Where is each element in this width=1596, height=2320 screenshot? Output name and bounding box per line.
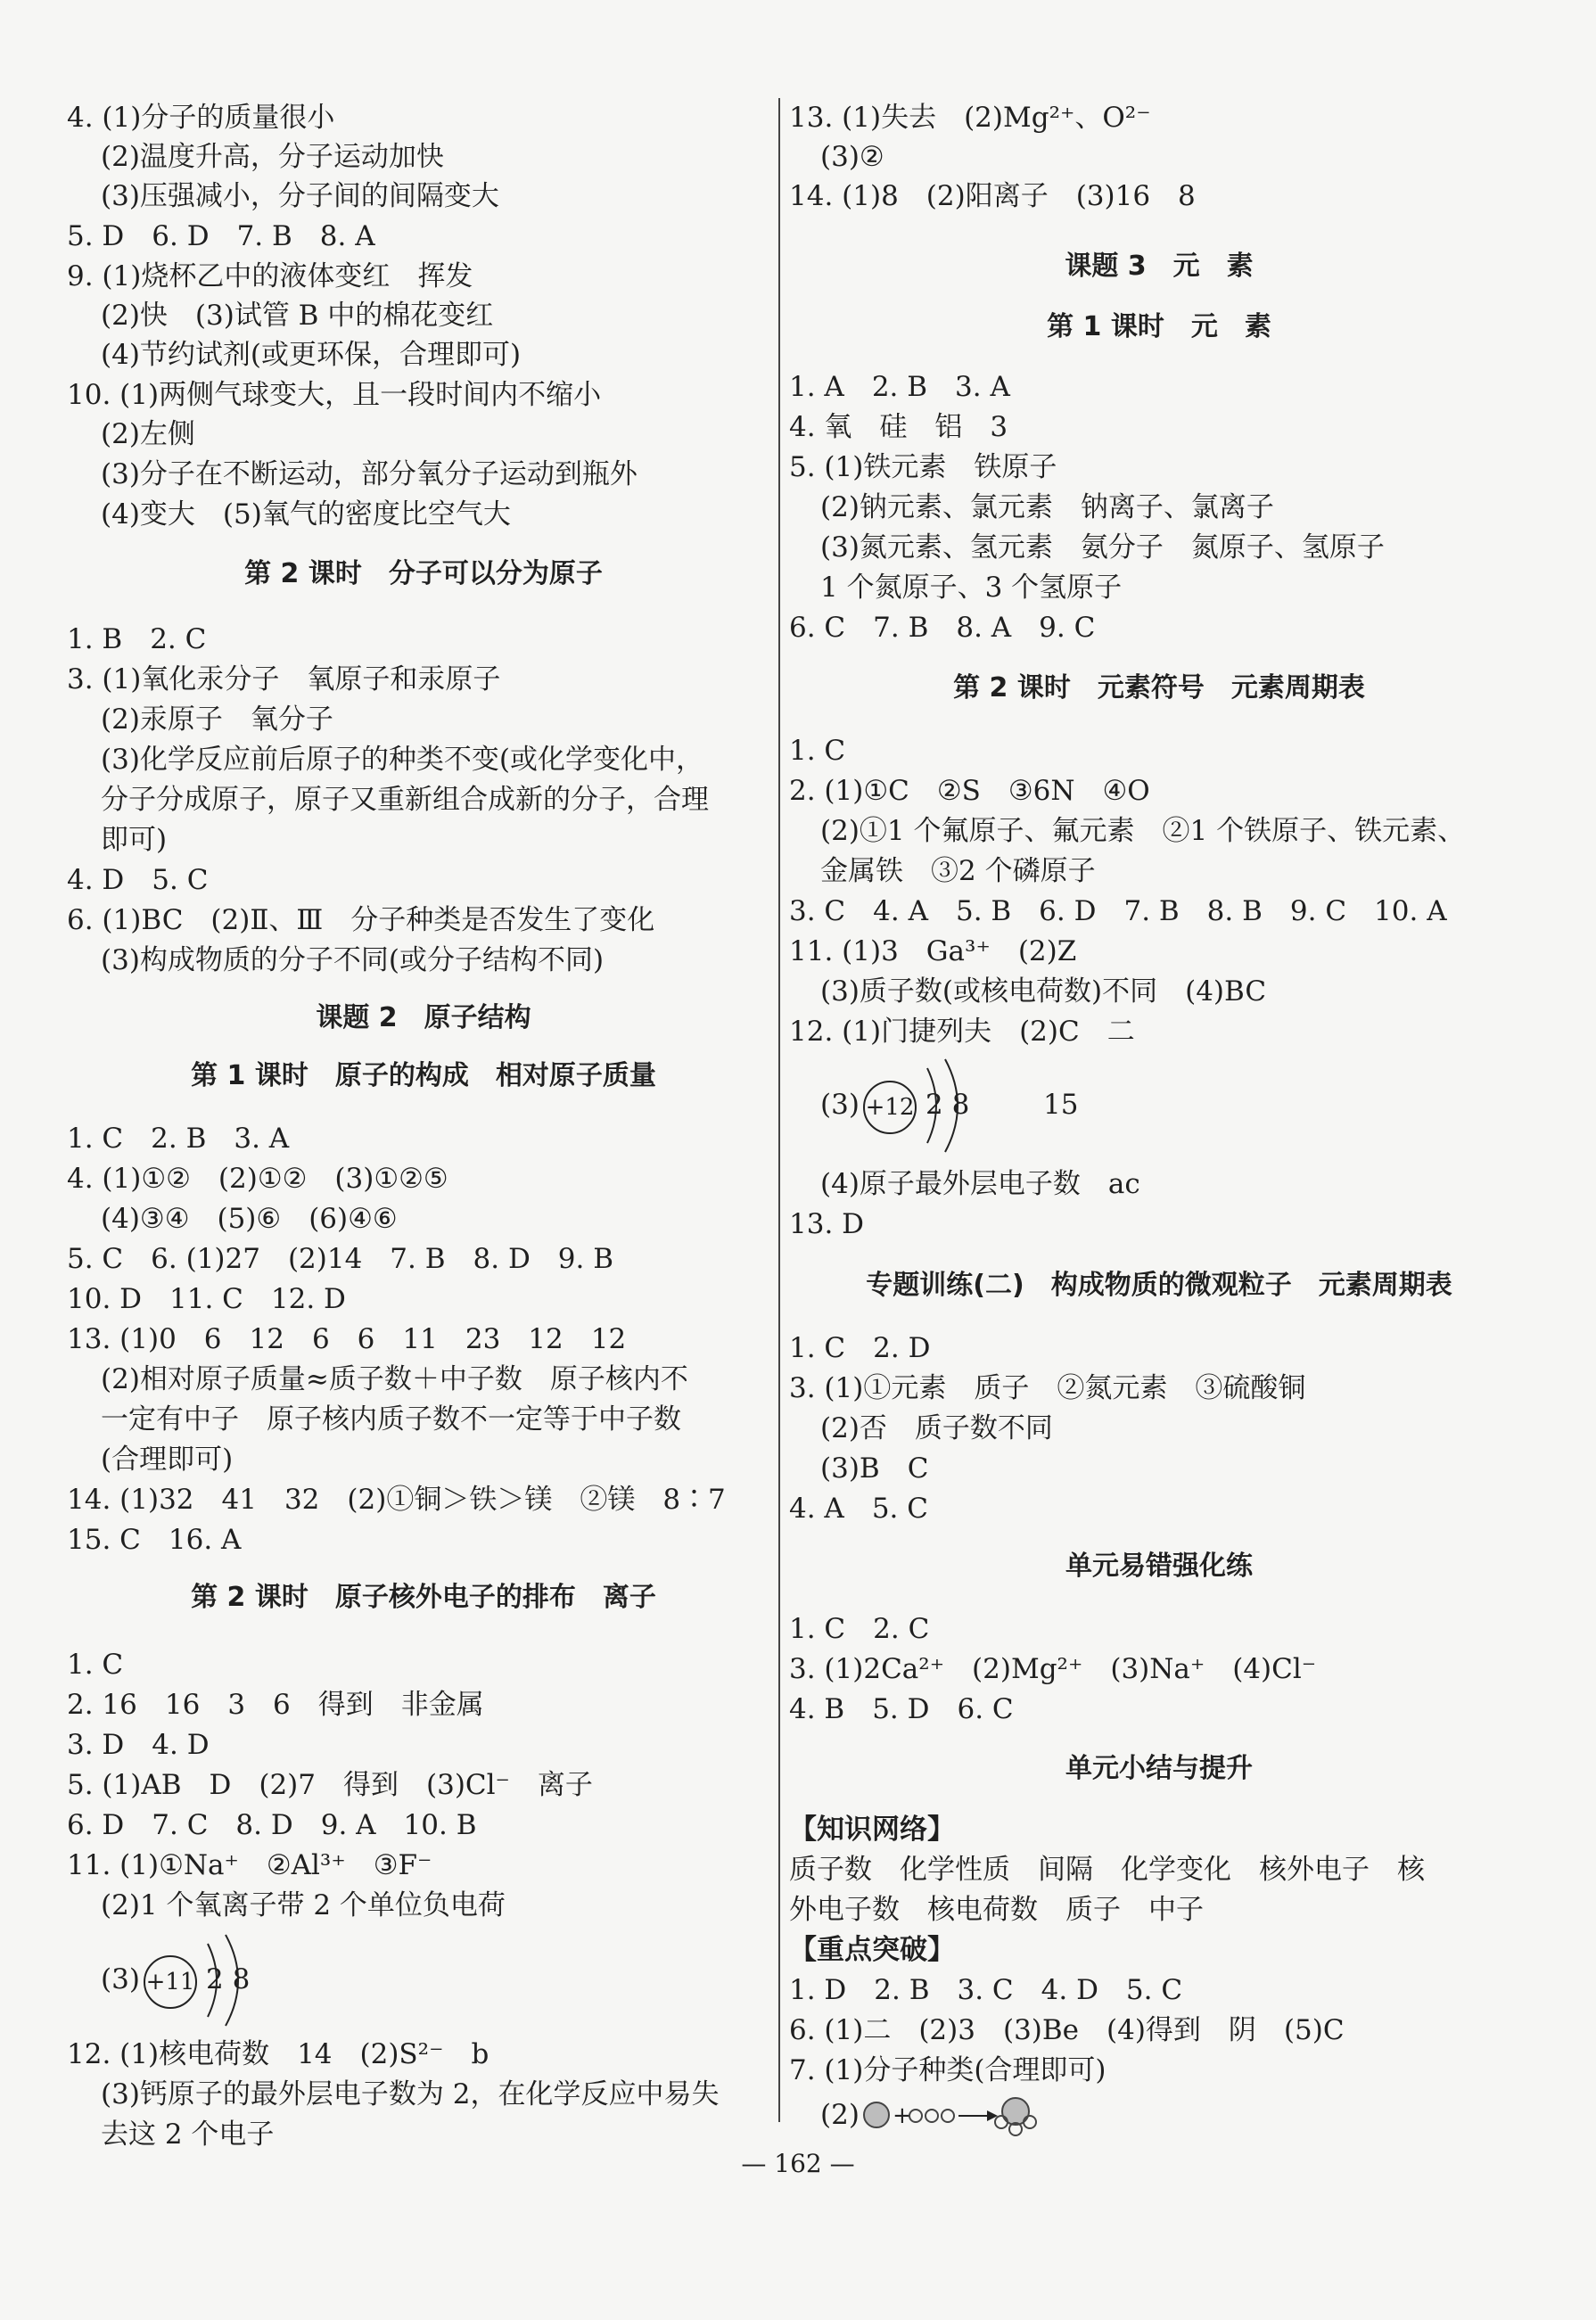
section-title: 第 1 课时 原子的构成 相对原子质量 [191, 1060, 656, 1091]
answer-line: 11. (1)①Na⁺ ②Al³⁺ ③F⁻ [67, 1849, 432, 1881]
answer-line: (合理即可) [101, 1444, 234, 1476]
answer-line: (3)质子数(或核电荷数)不同 (4)BC [820, 975, 1267, 1008]
electron-shells: 2 8 [926, 1089, 970, 1121]
bracket-heading: 【重点突破】 [789, 1934, 955, 1966]
answer-line: 7. (1)分子种类(合理即可) [789, 2054, 1107, 2086]
answer-line: (2)左侧 [101, 418, 195, 450]
reaction-particle-diagram [862, 2092, 1076, 2142]
answer-line: (4)节约试剂(或更环保，合理即可) [101, 339, 522, 371]
column-divider [778, 98, 780, 2122]
svg-text:+: + [893, 2102, 912, 2129]
answer-line: (4)③④ (5)⑥ (6)④⑥ [101, 1203, 398, 1235]
answer-line: 4. A 5. C [789, 1493, 928, 1525]
answer-line: 1. B 2. C [67, 623, 207, 655]
answer-line: 去这 2 个电子 [101, 2118, 275, 2151]
answer-line: 金属铁 ③2 个磷原子 [820, 855, 1096, 887]
answer-line: 4. (1)分子的质量很小 [67, 102, 335, 134]
answer-line: (2)汞原子 氧分子 [101, 703, 333, 736]
section-title: 第 1 课时 元 素 [1047, 311, 1271, 342]
answer-line: 5. C 6. (1)27 (2)14 7. B 8. D 9. B [67, 1243, 614, 1275]
answer-line: 15. C 16. A [67, 1524, 242, 1556]
answer-line: 14. (1)8 (2)阳离子 (3)16 8 [789, 180, 1196, 212]
answer-line: 12. (1)核电荷数 14 (2)S²⁻ b [67, 2038, 489, 2070]
section-title: 专题训练(二) 构成物质的微观粒子 元素周期表 [866, 1270, 1452, 1301]
answer-line: (2)温度升高，分子运动加快 [101, 141, 444, 173]
nucleus-circle: +12 [863, 1081, 917, 1134]
answer-line: (2)快 (3)试管 B 中的棉花变红 [101, 300, 494, 332]
bracket-heading: 【知识网络】 [789, 1814, 955, 1846]
answer-line: 4. (1)①② (2)①② (3)①②⑤ [67, 1163, 448, 1195]
answer-line: 3. (1)氧化汞分子 氧原子和汞原子 [67, 663, 501, 695]
magnesium-atom-structure-diagram [820, 1052, 1177, 1159]
answer-line: 1. A 2. B 3. A [789, 371, 1010, 403]
answer-line: 9. (1)烧杯乙中的液体变红 挥发 [67, 260, 473, 292]
answer-line: 分子分成原子，原子又重新组合成新的分子，合理 [101, 784, 709, 816]
answer-line: 13. D [789, 1208, 865, 1240]
section-title: 第 2 课时 元素符号 元素周期表 [953, 672, 1365, 703]
electron-shells: 2 8 [206, 1963, 251, 1995]
answer-line: 14. (1)32 41 32 (2)①铜＞铁＞镁 ②镁 8∶7 [67, 1484, 726, 1516]
answer-line: 3. C 4. A 5. B 6. D 7. B 8. B 9. C 10. A [789, 895, 1447, 927]
answer-line: (4)原子最外层电子数 ac [820, 1168, 1140, 1200]
section-title: 第 2 课时 原子核外电子的排布 离子 [191, 1582, 656, 1613]
answer-line: 6. C 7. B 8. A 9. C [789, 612, 1096, 644]
section-title: 单元小结与提升 [1065, 1753, 1253, 1784]
answer-line: (2)①1 个氟原子、氟元素 ②1 个铁原子、铁元素、 [820, 815, 1466, 847]
answer-line: 5. (1)AB D (2)7 得到 (3)Cl⁻ 离子 [67, 1769, 593, 1801]
answer-line: 10. (1)两侧气球变大，且一段时间内不缩小 [67, 379, 602, 411]
answer-line: (2)否 质子数不同 [820, 1412, 1053, 1444]
answer-line: 1 个氮原子、3 个氢原子 [820, 572, 1123, 604]
answer-line: (2)钠元素、氯元素 钠离子、氯离子 [820, 491, 1274, 523]
electron-shell-arcs [101, 1926, 279, 2033]
answer-line: (3)压强减小，分子间的间隔变大 [101, 180, 499, 212]
nucleus-circle: +11 [144, 1955, 197, 2009]
answer-line: 12. (1)门捷列夫 (2)C 二 [789, 1016, 1135, 1048]
answer-line: 1. C 2. C [789, 1613, 930, 1645]
answer-line: 2. (1)①C ②S ③6N ④O [789, 775, 1150, 807]
answer-line: 外电子数 核电荷数 质子 中子 [789, 1894, 1204, 1926]
answer-line: (3)分子在不断运动，部分氧分子运动到瓶外 [101, 458, 638, 490]
answer-value: 15 [1043, 1089, 1079, 1121]
answer-line: 6. (1)BC (2)Ⅱ、Ⅲ 分子种类是否发生了变化 [67, 904, 655, 936]
answer-line: 11. (1)3 Ga³⁺ (2)Z [789, 935, 1077, 967]
answer-line: (3)② [820, 141, 884, 173]
electron-shell-arcs [820, 1052, 999, 1159]
answer-line: 4. 氧 硅 铝 3 [789, 411, 1008, 443]
atom-label: (3) [101, 1963, 140, 1995]
section-title: 课题 3 元 素 [1065, 251, 1254, 282]
answer-line: 13. (1)失去 (2)Mg²⁺、O²⁻ [789, 102, 1151, 134]
answer-line: 3. D 4. D [67, 1729, 210, 1761]
answer-line: (3)氮元素、氢元素 氨分子 氮原子、氢原子 [820, 531, 1385, 564]
answer-line: 质子数 化学性质 间隔 化学变化 核外电子 核 [789, 1854, 1425, 1886]
section-title: 单元易错强化练 [1065, 1551, 1253, 1582]
answer-line: 3. (1)①元素 质子 ②氮元素 ③硫酸铜 [789, 1372, 1306, 1404]
answer-line: (2)1 个氧离子带 2 个单位负电荷 [101, 1889, 506, 1921]
answer-line: 1. C 2. D [789, 1332, 931, 1364]
answer-line: (3)构成物质的分子不同(或分子结构不同) [101, 944, 605, 976]
answer-line: 4. B 5. D 6. C [789, 1693, 1014, 1725]
answer-line: 4. D 5. C [67, 864, 209, 896]
answer-line: 即可) [101, 824, 168, 856]
atom-label: (3) [820, 1089, 860, 1121]
answer-line: (4)变大 (5)氧气的密度比空气大 [101, 498, 511, 531]
sodium-atom-structure-diagram [101, 1926, 457, 2033]
answer-line: (3)钙原子的最外层电子数为 2，在化学反应中易失 [101, 2078, 720, 2110]
answer-line: 6. D 7. C 8. D 9. A 10. B [67, 1809, 477, 1841]
answer-line: 1. C [789, 735, 846, 767]
answer-line: (3)化学反应前后原子的种类不变(或化学变化中， [101, 744, 704, 776]
answer-line: 10. D 11. C 12. D [67, 1283, 346, 1315]
answer-line: 一定有中子 原子核内质子数不一定等于中子数 [101, 1403, 681, 1436]
answer-line: (2) [820, 2099, 860, 2131]
answer-line: 1. C [67, 1649, 124, 1681]
answer-line: 6. (1)二 (2)3 (3)Be (4)得到 阴 (5)C [789, 2014, 1345, 2046]
section-title: 课题 2 原子结构 [316, 1002, 531, 1033]
answer-line: 5. D 6. D 7. B 8. A [67, 220, 375, 252]
answer-line: 13. (1)0 6 12 6 6 11 23 12 12 [67, 1323, 627, 1355]
answer-line: 5. (1)铁元素 铁原子 [789, 451, 1057, 483]
answer-line: 1. D 2. B 3. C 4. D 5. C [789, 1974, 1183, 2006]
section-title: 第 2 课时 分子可以分为原子 [244, 558, 603, 589]
answer-line: 1. C 2. B 3. A [67, 1123, 290, 1155]
answer-line: 3. (1)2Ca²⁺ (2)Mg²⁺ (3)Na⁺ (4)Cl⁻ [789, 1653, 1317, 1685]
answer-line: 2. 16 16 3 6 得到 非金属 [67, 1689, 484, 1721]
answer-line: (2)相对原子质量≈质子数＋中子数 原子核内不 [101, 1363, 688, 1395]
answer-line: (3)B C [820, 1452, 929, 1485]
page-number: — 162 — [741, 2149, 855, 2178]
